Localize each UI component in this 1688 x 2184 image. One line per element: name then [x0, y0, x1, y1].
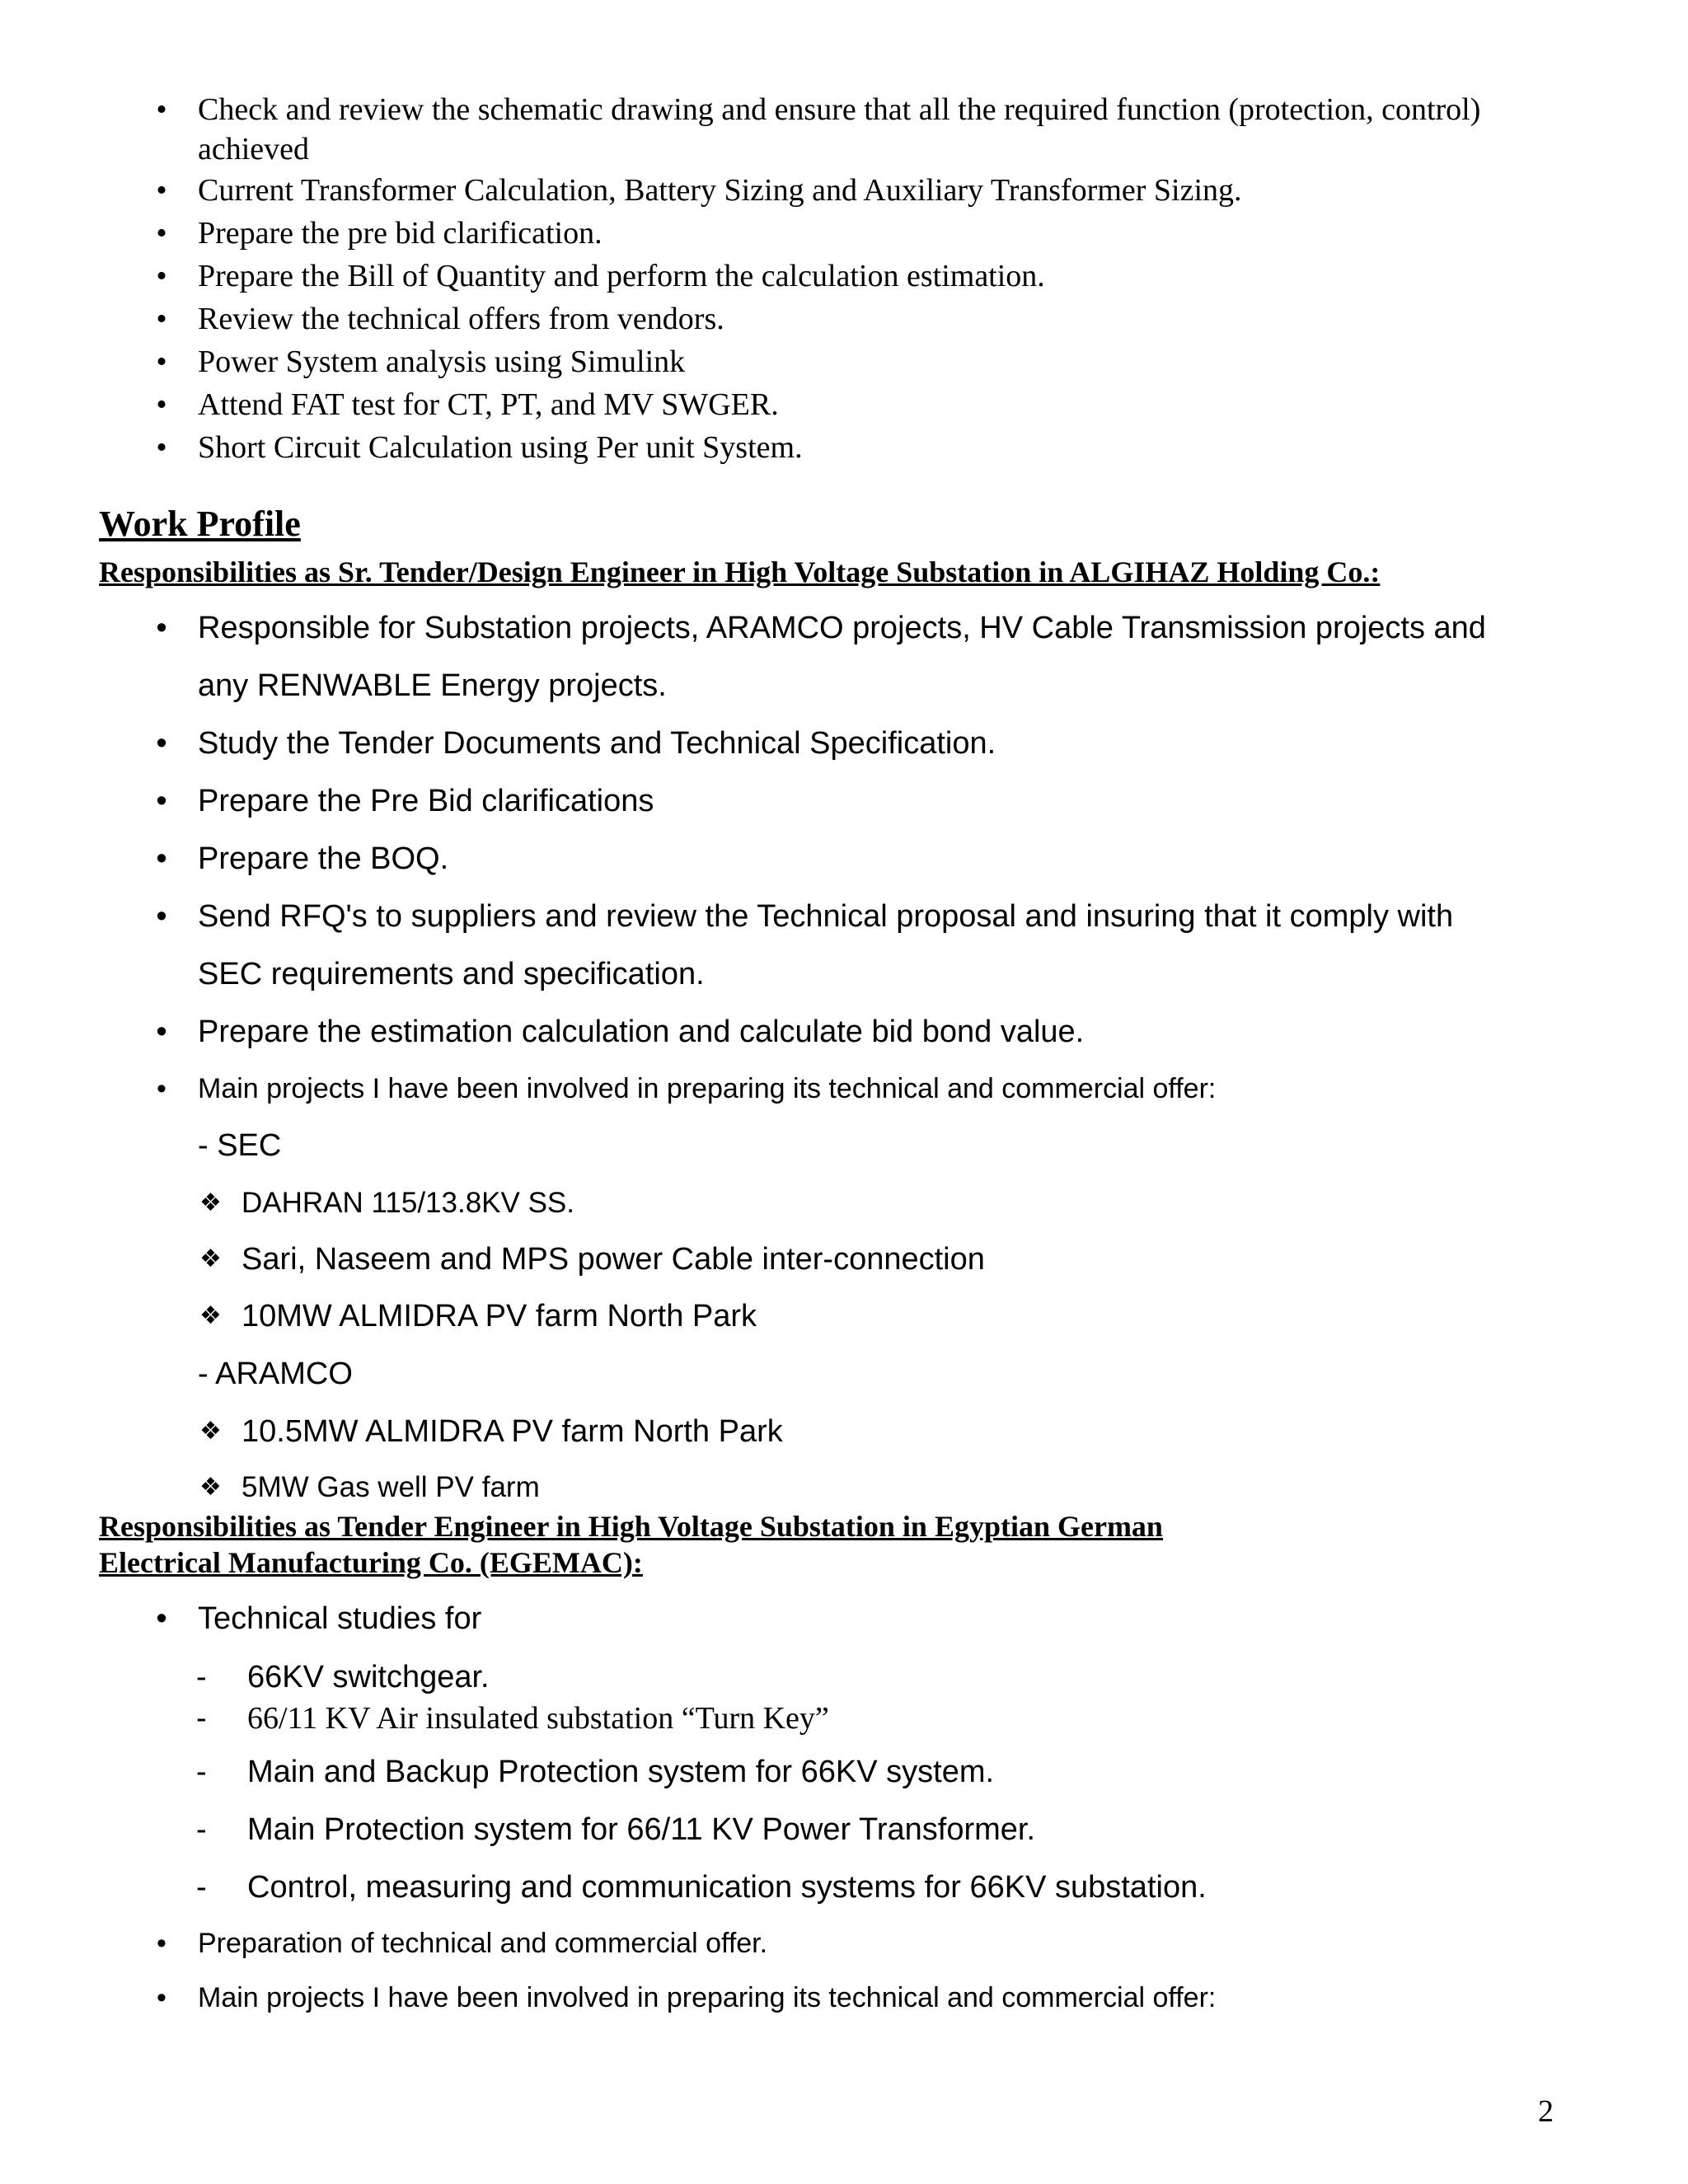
- bullet-icon: •: [156, 611, 167, 645]
- bullet-icon: •: [156, 726, 167, 761]
- diamond-bullet-icon: ❖: [199, 1302, 222, 1329]
- bullet-icon: •: [156, 430, 167, 465]
- bullet-icon: •: [156, 841, 167, 876]
- bullet-icon: •: [156, 1601, 167, 1636]
- dash-bullet-icon: -: [196, 1812, 207, 1847]
- bullet-icon: •: [156, 173, 167, 208]
- algihaz-heading: Responsibilities as Sr. Tender/Design Engineer in High Voltage Substation in ALGIHAZ Holding Co.:: [99, 555, 1381, 588]
- bullet-icon: •: [157, 1073, 166, 1104]
- bullet-icon: •: [156, 387, 167, 422]
- bullet-icon: •: [156, 1015, 167, 1049]
- egemac-heading-line1: Responsibilities as Tender Engineer in High Voltage Substation in Egyptian German: [99, 1510, 1163, 1543]
- diamond-bullet-icon: ❖: [199, 1245, 222, 1272]
- dash-bullet-icon: -: [196, 1660, 207, 1694]
- diamond-bullet-icon: ❖: [199, 1189, 222, 1216]
- bullet-icon: •: [156, 784, 167, 818]
- bullet-icon: •: [157, 1928, 166, 1959]
- section-title: Work Profile: [99, 504, 301, 544]
- bullet-icon: •: [156, 344, 167, 379]
- egemac-heading-line2: Electrical Manufacturing Co. (EGEMAC):: [99, 1546, 643, 1579]
- document-page: • Check and review the schematic drawing and ensure that all the required function (protection, control) achieved • Current Transformer Calculation, Battery Sizing and Auxiliary Transformer Sizing. • Prepare the pre bid clarification. • Prepare the Bill of Quantity and perform the calculation estimation. • Review the technical offers from vendors. • Power System analysis using Simulink • Attend FAT test for CT, PT, and MV SWGER. • Short Circuit Calculation using Per unit System. Work Profile Responsibilities as Sr. Tender/Design Engineer in High Voltage Substation in ALGIHAZ Holding Co.: • Responsible for Substation projects, ARAMCO projects, HV Cable Transmission projects and any RENWABLE Energy projects. • Study the Tender Documents and Technical Specification. • Prepare the Pre Bid clarifications • Prepare the BOQ. • Send RFQ's to suppliers and review the Technical proposal and insuring that it comply with SEC requirements and specification. • Prepare the estimation calculation and calculate bid bond value. • Main projects I have been involved in preparing its technical and commercial offer: - SEC ❖ DAHRAN 115/13.8KV SS. ❖ Sari, Naseem and MPS power Cable inter-connection ❖ 10MW ALMIDRA PV farm North Park - ARAMCO ❖ 10.5MW ALMIDRA PV farm North Park ❖ 5MW Gas well PV farm Responsibilities as Tender Engineer in High Voltage Substation in Egyptian German Electrical Manufacturing Co. (EGEMAC): • Technical studies for - 66KV switchgear. - 66/11 KV Air insulated substation “Turn Key” - Main and Backup Protection system for 66KV system. - Main Protection system for 66/11 KV Power Transformer. - Control, measuring and communication systems for 66KV substation. • Preparation of technical and commercial offer. • Main projects I have been involved in preparing its technical and commercial offer: 2: [0, 0, 1688, 2184]
- dash-bullet-icon: -: [196, 1701, 207, 1736]
- bullet-icon: •: [156, 92, 167, 127]
- bullet-icon: •: [156, 899, 167, 934]
- dash-bullet-icon: -: [196, 1755, 207, 1789]
- bullet-icon: •: [156, 302, 167, 336]
- bullet-icon: •: [157, 1982, 166, 2013]
- bullet-icon: •: [156, 259, 167, 293]
- dash-bullet-icon: -: [196, 1870, 207, 1905]
- bullet-icon: •: [156, 216, 167, 251]
- diamond-bullet-icon: ❖: [199, 1474, 222, 1501]
- page-number: 2: [1538, 2094, 1554, 2129]
- diamond-bullet-icon: ❖: [199, 1418, 222, 1445]
